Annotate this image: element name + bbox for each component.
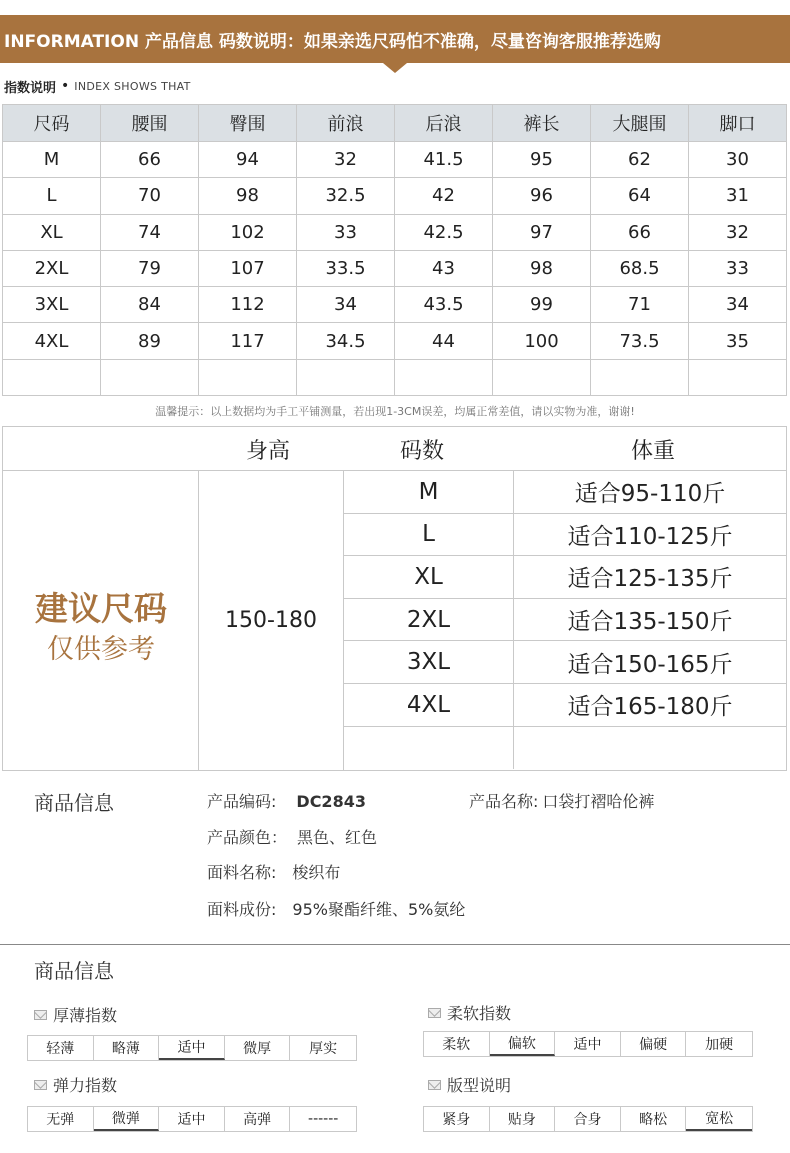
empty-cell [344,727,514,770]
fit-option-selected: 宽松 [686,1107,752,1131]
measurement-cell: 73.5 [591,323,689,359]
measurement-cell: 44 [395,323,493,359]
recommend-size: XL [344,556,514,598]
recommend-row [344,641,786,684]
recommend-size: M [344,471,514,513]
product-color-line [207,825,377,848]
fabric-name-line [207,860,340,883]
indices-title: 商品信息 [34,959,114,983]
measurement-cell: 35 [689,323,787,359]
fit-label-text: 版型说明 [447,1076,512,1095]
softness-option: 偏硬 [621,1032,687,1056]
measurement-cell: 79 [101,250,199,286]
measurement-cell: 34 [689,287,787,323]
size-cell: XL [3,214,101,250]
thickness-option-selected: 适中 [159,1036,225,1060]
measurement-cell: 112 [199,287,297,323]
header-weight: 体重 [631,439,676,464]
size-row-empty [3,359,787,395]
measurement-cell: 96 [493,178,591,214]
thickness-scale [27,1035,357,1061]
size-row [3,323,787,359]
measurement-cell: 62 [591,142,689,178]
measurement-cell: 43.5 [395,287,493,323]
empty-cell [493,359,591,395]
product-name-line [469,789,654,812]
measurement-cell: 64 [591,178,689,214]
size-cell: 4XL [3,323,101,359]
product-color-label: 产品颜色： [207,828,288,847]
measurement-cell: 33 [297,214,395,250]
recommend-row [344,599,786,642]
recommend-weight: 适合110-125斤 [567,523,733,550]
elasticity-label-text: 弹力指数 [53,1076,118,1095]
measurement-cell: 97 [493,214,591,250]
measurement-cell: 43 [395,250,493,286]
elasticity-label [34,1073,117,1096]
recommend-size: 4XL [344,684,514,726]
measurement-cell: 71 [591,287,689,323]
recommend-weight: 适合150-165斤 [567,651,733,678]
header-cell: 腰围 [101,105,199,142]
fit-option: 略松 [621,1107,687,1131]
height-range: 150-180 [199,471,344,770]
banner-arrow [383,63,407,73]
measurement-cell: 102 [199,214,297,250]
measurement-cell: 68.5 [591,250,689,286]
header-size: 码数 [400,439,445,464]
product-code-line [207,789,366,812]
product-name-value: 口袋打褶哈伦裤 [542,792,655,811]
recommend-header-row [3,427,786,471]
empty-cell [297,359,395,395]
measurement-cell: 66 [591,214,689,250]
recommend-subtitle: 仅供参考 [47,634,155,665]
elasticity-option: 高弹 [225,1107,291,1131]
header-cell: 裤长 [493,105,591,142]
measurement-cell: 32 [689,214,787,250]
softness-label-text: 柔软指数 [447,1004,512,1023]
softness-option: 适中 [555,1032,621,1056]
size-row [3,250,787,286]
measurement-cell: 42 [395,178,493,214]
elasticity-scale [27,1106,357,1132]
recommend-row [344,684,786,727]
softness-scale [423,1031,753,1057]
recommend-size: 3XL [344,641,514,683]
thickness-option: 轻薄 [28,1036,94,1060]
softness-option-selected: 偏软 [490,1032,556,1056]
measurement-cell: 94 [199,142,297,178]
measurement-cell: 98 [493,250,591,286]
header-height: 身高 [246,439,291,464]
measurement-cell: 74 [101,214,199,250]
product-code-value: DC2843 [296,792,366,811]
index-heading [4,77,191,95]
fabric-name-label: 面料名称: [207,863,277,882]
empty-cell [395,359,493,395]
thickness-option: 略薄 [94,1036,160,1060]
softness-option: 柔软 [424,1032,490,1056]
thickness-label-text: 厚薄指数 [53,1006,118,1025]
product-name-label: 产品名称: [469,792,539,811]
recommend-weight: 适合165-180斤 [567,694,733,721]
empty-cell [101,359,199,395]
size-cell: M [3,142,101,178]
size-row [3,287,787,323]
envelope-icon [428,1080,441,1090]
measurement-cell: 33 [689,250,787,286]
size-cell: 2XL [3,250,101,286]
measurement-cell: 33.5 [297,250,395,286]
thickness-option: 厚实 [309,1041,338,1057]
fabric-composition-label: 面料成份: [207,900,277,919]
product-color-value: 黑色、红色 [297,828,378,847]
measurement-cell: 32 [297,142,395,178]
measurement-cell: 117 [199,323,297,359]
recommend-label-cell [3,471,199,770]
recommend-row [344,514,786,557]
measurement-cell: 70 [101,178,199,214]
fit-option: 合身 [555,1107,621,1131]
recommend-size: L [344,514,514,556]
softness-option: 加硬 [705,1037,734,1053]
fit-option: 贴身 [490,1107,556,1131]
measurement-cell: 95 [493,142,591,178]
fit-option: 紧身 [424,1107,490,1131]
fit-scale [423,1106,753,1132]
size-chart-table [2,104,787,396]
recommend-weight: 适合135-150斤 [567,609,733,636]
recommend-row [344,471,786,514]
measurement-cell: 30 [689,142,787,178]
measurement-cell: 100 [493,323,591,359]
header-cell: 后浪 [395,105,493,142]
recommend-row [344,556,786,599]
header-cell: 前浪 [297,105,395,142]
empty-cell [3,359,101,395]
fabric-name-value: 梭织布 [292,863,341,882]
envelope-icon [34,1080,47,1090]
empty-cell [689,359,787,395]
size-row [3,142,787,178]
measurement-cell: 41.5 [395,142,493,178]
product-info-title: 商品信息 [34,791,114,815]
measurement-cell: 98 [199,178,297,214]
recommend-title: 建议尺码 [35,589,167,628]
measurement-cell: 34.5 [297,323,395,359]
fit-label [428,1073,511,1096]
header-banner [0,15,790,63]
index-heading-en: INDEX SHOWS THAT [74,79,191,93]
empty-cell [514,727,786,770]
elasticity-option: ------ [308,1111,339,1127]
size-cell: L [3,178,101,214]
measurement-cell: 42.5 [395,214,493,250]
recommend-row-empty [344,727,786,770]
banner-text: INFORMATION 产品信息 码数说明：如果亲选尺码怕不准确，尽量咨询客服推荐选购 [4,31,661,52]
elasticity-option: 无弹 [28,1107,94,1131]
recommend-weight: 适合125-135斤 [567,566,733,593]
envelope-icon [428,1008,441,1018]
recommend-size: 2XL [344,599,514,641]
size-cell: 3XL [3,287,101,323]
measurement-cell: 107 [199,250,297,286]
empty-cell [199,359,297,395]
product-code-label: 产品编码: [207,792,277,811]
size-row [3,178,787,214]
measurement-cell: 66 [101,142,199,178]
fabric-composition-line [207,897,465,920]
recommend-rows [344,471,786,769]
elasticity-option: 适中 [159,1107,225,1131]
recommend-table [2,426,787,771]
elasticity-option-selected: 微弹 [94,1107,160,1131]
size-chart-header-row [3,105,787,142]
header-cell: 尺码 [3,105,101,142]
header-cell: 脚口 [689,105,787,142]
measurement-cell: 32.5 [297,178,395,214]
fabric-composition-value: 95%聚酯纤维、5%氨纶 [292,900,466,919]
measurement-cell: 99 [493,287,591,323]
bullet-dot: • [61,78,70,94]
thickness-option: 微厚 [225,1036,291,1060]
size-row [3,214,787,250]
index-heading-cn: 指数说明 [4,80,57,96]
envelope-icon [34,1010,47,1020]
measurement-cell: 34 [297,287,395,323]
measurement-tip: 温馨提示：以上数据均为手工平铺测量，若出现1-3CM误差，均属正常差值，请以实物为准，谢谢! [155,405,635,418]
measurement-cell: 31 [689,178,787,214]
measurement-cell: 84 [101,287,199,323]
section-divider [0,944,790,945]
thickness-label [34,1003,117,1026]
header-cell: 臀围 [199,105,297,142]
empty-cell [591,359,689,395]
measurement-cell: 89 [101,323,199,359]
softness-label [428,1001,511,1024]
recommend-weight: 适合95-110斤 [574,481,726,508]
header-cell: 大腿围 [591,105,689,142]
